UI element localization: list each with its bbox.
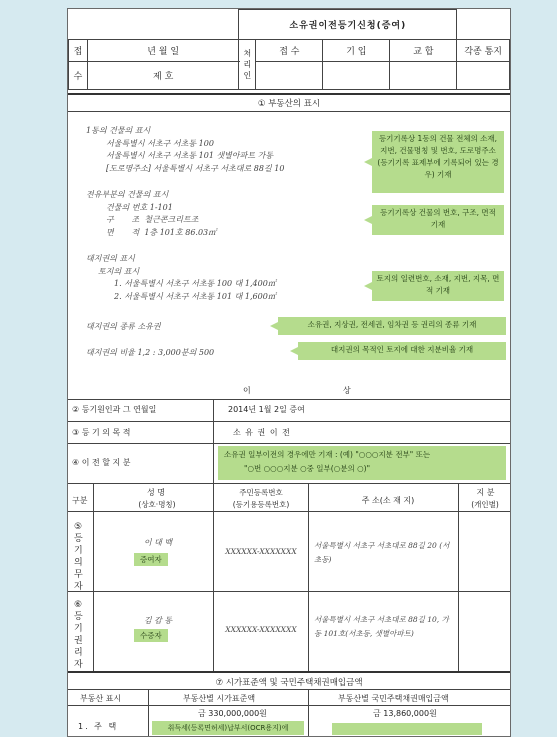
note-unit: 등기기록상 건물의 번호, 구조, 면적 기재 <box>372 205 504 235</box>
number-label: 제 호 <box>88 62 239 90</box>
note-share <box>218 446 506 480</box>
section1-title: ① 부동산의 표시 <box>257 99 321 109</box>
note-share-line-2: "○번 ○○○지분 ○중 일부(○분의 ○)" <box>244 464 371 473</box>
party-header-share: 지 분 <box>476 488 495 497</box>
section7-col2: 부동산별 시가표준액 <box>183 694 256 703</box>
note-land: 토지의 일련번호, 소재, 지번, 지목, 면적 기재 <box>372 271 504 301</box>
unit-block <box>86 189 216 239</box>
form-title: 소유권이전등기신청(증여) <box>239 10 457 40</box>
unit-line-1: 건물의 번호 1-101 <box>106 202 173 212</box>
col-entry: 기 입 <box>323 40 390 62</box>
party2-id: XXXXXX-XXXXXXX <box>225 625 297 634</box>
building-line-2: 서울특별시 서초구 서초동 101 샛별아파트 가동 <box>106 151 274 160</box>
section7-amount1: 금 330,000,000원 <box>198 709 267 718</box>
section4-label: ④ 이 전 할 지 분 <box>72 458 131 467</box>
party2-role: 수증자 <box>134 629 168 642</box>
unit-heading: 전유부분의 건물의 표시 <box>86 190 169 199</box>
land-block <box>86 253 276 303</box>
note-bond-partial <box>332 723 482 735</box>
section7-col1: 부동산 표시 <box>80 694 122 703</box>
section3-label: ③ 등 기 의 목 적 <box>72 428 131 437</box>
party1-address: 서울특별시 서초구 서초대로 88길 20 (서초동) <box>314 541 450 564</box>
party1-role: 증여자 <box>134 553 168 566</box>
cell-receipt <box>256 62 323 90</box>
cell-notice <box>457 62 510 90</box>
ymd-label: 년 월 일 <box>88 40 239 62</box>
note-building: 등기기록상 1동의 건물 전체의 소재, 지번, 건물명칭 및 번호, 도로명주소(등기기록 표제부에 기록되어 있는 경우) 기재 <box>372 131 504 193</box>
section2-label: ② 등기원인과 그 연월일 <box>72 405 157 414</box>
sang-text: 상 <box>343 386 351 395</box>
receipt-label-1: 접 <box>69 40 88 62</box>
party1-category: ⑤ 등기의무자 <box>74 522 83 592</box>
section2-value: 2014년 1월 2일 증여 <box>228 405 305 414</box>
note-share-line-1: 소유권 일부이전의 경우에만 기재 : (예) "○○○지분 전부" 또는 <box>224 450 431 459</box>
party-header-name: 성 명 <box>147 488 165 497</box>
building-heading: 1동의 건물의 표시 <box>86 126 151 135</box>
cell-entry <box>323 62 390 90</box>
land-line-1: 1. 서울특별시 서초구 서초동 100 대 1,400㎡ <box>114 279 276 288</box>
note-right-ratio: 대지권의 목적인 토지에 대한 지분비율 기재 <box>298 342 506 360</box>
building-block <box>86 125 284 175</box>
application-form <box>67 8 511 737</box>
party1-id: XXXXXX-XXXXXXX <box>225 547 297 556</box>
party2-address: 서울특별시 서초구 서초대로 88길 10, 가동 101호(서초동, 샛별아파트) <box>314 615 449 638</box>
land-heading: 대지권의 표시 <box>86 254 135 263</box>
ie-text: 이 <box>243 386 251 395</box>
party-header-id: 주민등록번호 <box>239 488 283 497</box>
party1-name: 이 대 백 <box>143 538 173 547</box>
party-header-category: 구분 <box>72 496 88 505</box>
col-notice: 각종 통지 <box>457 40 510 62</box>
note-tax-slip: 취득세(등록면허세)납부서(OCR용지)에 <box>152 721 304 735</box>
section3-value: 소 유 권 이 전 <box>233 428 291 437</box>
party-header-address: 주 소(소 재 지) <box>361 496 415 505</box>
land-sub: 토지의 표시 <box>98 266 140 276</box>
party-header-share-sub: (개인별) <box>471 500 499 509</box>
col-receipt: 접 수 <box>256 40 323 62</box>
party-header-id-sub: (등기용등록번호) <box>232 500 290 509</box>
receipt-header-table <box>68 9 510 90</box>
process-label: 처 리 인 <box>239 40 256 90</box>
building-line-1: 서울특별시 서초구 서초동 100 <box>106 138 214 148</box>
party-header-name-sub: (상호·명칭) <box>138 500 176 509</box>
col-check: 교 합 <box>390 40 457 62</box>
right-ratio: 대지권의 비율 1,2 : 3,000분의 500 <box>86 348 215 357</box>
land-line-2: 2. 서울특별시 서초구 서초동 101 대 1,600㎡ <box>114 291 276 301</box>
unit-line-2: 구 조 철근콘크리트조 <box>106 215 199 224</box>
section7-amount2: 금 13,860,000원 <box>373 709 437 718</box>
section7-col3: 부동산별 국민주택채권매입금액 <box>338 694 449 703</box>
section7-row-label: 1. 주 택 <box>78 722 119 731</box>
cell-check <box>390 62 457 90</box>
party2-category: ⑥ 등기권리자 <box>74 600 83 670</box>
section7-title: ⑦ 시가표준액 및 국민주택채권매입금액 <box>215 678 363 688</box>
party2-name: 김 갑 동 <box>143 616 173 625</box>
note-right-type: 소유권, 지상권, 전세권, 임차권 등 권리의 종류 기재 <box>278 317 506 335</box>
unit-line-3: 면 적 1층 101호 86.03㎡ <box>106 227 217 237</box>
receipt-label-2: 수 <box>69 62 88 90</box>
right-type: 대지권의 종류 소유권 <box>86 322 161 331</box>
building-line-3: [도로명주소] 서울특별시 서초구 서초대로 88길 10 <box>106 163 285 173</box>
